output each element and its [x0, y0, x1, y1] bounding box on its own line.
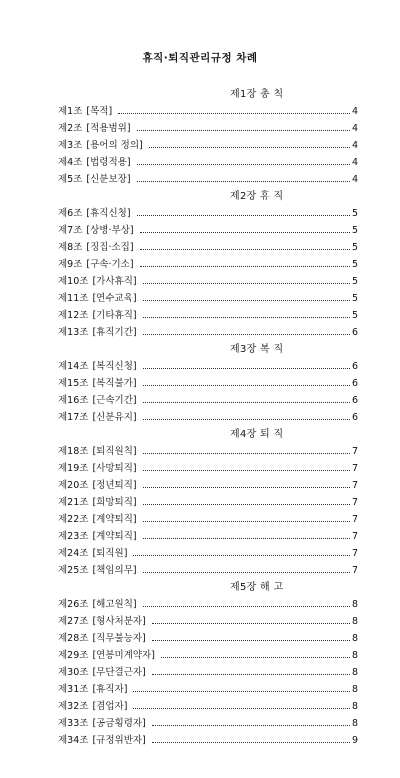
page-number: 5	[351, 293, 358, 304]
dot-leader	[137, 181, 350, 182]
dot-leader	[143, 283, 350, 284]
dot-leader	[143, 470, 350, 471]
article-title: [계약퇴직]	[92, 531, 137, 542]
article-number: 제30조	[58, 667, 89, 678]
dot-leader	[133, 555, 350, 556]
page-number: 5	[351, 242, 358, 253]
article-title: [구속·기소]	[86, 259, 134, 270]
article-number: 제2조	[58, 123, 83, 134]
page-number: 7	[351, 497, 358, 508]
dot-leader	[143, 368, 350, 369]
article-title: [복직신청]	[92, 361, 137, 372]
dot-leader	[143, 538, 350, 539]
article-title: [직무불능자]	[92, 633, 146, 644]
article-title: [사망퇴직]	[92, 463, 137, 474]
article-number: 제7조	[58, 225, 83, 236]
article-number: 제17조	[58, 412, 89, 423]
toc-entry[interactable]	[58, 120, 358, 137]
article-number: 제6조	[58, 208, 83, 219]
article-title: [용어의 정의]	[86, 140, 143, 151]
dot-leader	[143, 606, 350, 607]
article-title: [가사휴직]	[92, 276, 137, 287]
article-number: 제15조	[58, 378, 89, 389]
article-number: 제13조	[58, 327, 89, 338]
article-number: 제14조	[58, 361, 89, 372]
chapter-heading: 제1장 총 칙	[230, 89, 284, 100]
article-number: 제32조	[58, 701, 89, 712]
dot-leader	[143, 334, 350, 335]
toc-entry[interactable]	[58, 205, 358, 222]
toc-entry[interactable]	[58, 222, 358, 239]
page-number: 8	[351, 599, 358, 610]
article-number: 제20조	[58, 480, 89, 491]
toc-entry[interactable]	[58, 732, 358, 749]
toc-entry[interactable]	[58, 392, 358, 409]
document-title: 휴직·퇴직관리규정 차례	[142, 52, 258, 64]
article-number: 제9조	[58, 259, 83, 270]
dot-leader	[118, 113, 350, 114]
article-title: [징집·소집]	[86, 242, 134, 253]
article-title: [휴직기간]	[92, 327, 137, 338]
page-number: 5	[351, 310, 358, 321]
page-number: 5	[351, 208, 358, 219]
article-title: [기타휴직]	[92, 310, 137, 321]
chapter-heading: 제2장 휴 직	[230, 191, 284, 202]
dot-leader	[143, 504, 350, 505]
article-number: 제29조	[58, 650, 89, 661]
page-number: 8	[351, 633, 358, 644]
page-number: 6	[351, 378, 358, 389]
dot-leader	[133, 708, 350, 709]
dot-leader	[143, 402, 350, 403]
article-title: [희망퇴직]	[92, 497, 137, 508]
toc-entry[interactable]	[58, 358, 358, 375]
page-number: 8	[351, 701, 358, 712]
dot-leader	[143, 300, 350, 301]
page-number: 8	[351, 650, 358, 661]
article-title: [휴직자]	[92, 684, 128, 695]
article-number: 제3조	[58, 140, 83, 151]
article-title: [근속기간]	[92, 395, 137, 406]
article-title: [규정위반자]	[92, 735, 146, 746]
article-title: [연수교육]	[92, 293, 137, 304]
toc-entry[interactable]	[58, 273, 358, 290]
table-of-contents	[58, 86, 358, 749]
dot-leader	[143, 385, 350, 386]
article-title: [계약퇴직]	[92, 514, 137, 525]
article-title: [신분보장]	[86, 174, 131, 185]
dot-leader	[152, 640, 350, 641]
article-title: [상병·부상]	[86, 225, 134, 236]
article-title: [적용범위]	[86, 123, 131, 134]
toc-entry[interactable]	[58, 596, 358, 613]
dot-leader	[149, 147, 350, 148]
toc-entry[interactable]	[58, 494, 358, 511]
article-number: 제16조	[58, 395, 89, 406]
article-number: 제26조	[58, 599, 89, 610]
article-number: 제1조	[58, 106, 83, 117]
toc-entry[interactable]	[58, 256, 358, 273]
page-number: 4	[351, 157, 358, 168]
page-number: 6	[351, 412, 358, 423]
article-title: [법령적용]	[86, 157, 131, 168]
toc-entry[interactable]	[58, 154, 358, 171]
article-title: [퇴직원]	[92, 548, 128, 559]
toc-entry[interactable]	[58, 460, 358, 477]
chapter-heading: 제5장 해 고	[230, 582, 284, 593]
dot-leader	[133, 691, 350, 692]
dot-leader	[140, 249, 350, 250]
page-number: 9	[351, 735, 358, 746]
article-number: 제33조	[58, 718, 89, 729]
article-title: [겸업자]	[92, 701, 128, 712]
page-number: 7	[351, 548, 358, 559]
dot-leader	[152, 725, 350, 726]
article-number: 제22조	[58, 514, 89, 525]
toc-entry[interactable]	[58, 698, 358, 715]
chapter-heading: 제3장 복 직	[230, 344, 284, 355]
article-number: 제23조	[58, 531, 89, 542]
toc-entry[interactable]	[58, 375, 358, 392]
dot-leader	[137, 164, 350, 165]
dot-leader	[152, 623, 350, 624]
dot-leader	[140, 232, 350, 233]
page-number: 5	[351, 276, 358, 287]
page-number: 7	[351, 514, 358, 525]
article-title: [공금횡령자]	[92, 718, 146, 729]
article-title: [연봉미계약자]	[92, 650, 155, 661]
dot-leader	[161, 657, 350, 658]
page-number: 5	[351, 225, 358, 236]
toc-entry[interactable]	[58, 647, 358, 664]
article-title: [휴직신청]	[86, 208, 131, 219]
page-number: 5	[351, 259, 358, 270]
article-number: 제27조	[58, 616, 89, 627]
page-number: 8	[351, 718, 358, 729]
article-title: [해고원칙]	[92, 599, 137, 610]
dot-leader	[152, 742, 350, 743]
dot-leader	[143, 317, 350, 318]
page-number: 4	[351, 174, 358, 185]
dot-leader	[137, 130, 350, 131]
page-number: 7	[351, 446, 358, 457]
article-number: 제4조	[58, 157, 83, 168]
toc-entry[interactable]	[58, 239, 358, 256]
dot-leader	[143, 453, 350, 454]
page-number: 7	[351, 531, 358, 542]
toc-entry[interactable]	[58, 324, 358, 341]
page-number: 8	[351, 684, 358, 695]
article-number: 제25조	[58, 565, 89, 576]
dot-leader	[140, 266, 350, 267]
page-number: 7	[351, 480, 358, 491]
article-number: 제11조	[58, 293, 89, 304]
toc-entry[interactable]	[58, 103, 358, 120]
dot-leader	[143, 572, 350, 573]
toc-entry[interactable]	[58, 562, 358, 579]
toc-entry[interactable]	[58, 681, 358, 698]
page-number: 8	[351, 667, 358, 678]
article-title: [목적]	[86, 106, 113, 117]
toc-entry[interactable]	[58, 409, 358, 426]
article-title: [형사처분자]	[92, 616, 146, 627]
toc-entry[interactable]	[58, 477, 358, 494]
article-number: 제8조	[58, 242, 83, 253]
page-number: 7	[351, 463, 358, 474]
page-number: 6	[351, 361, 358, 372]
toc-entry[interactable]	[58, 545, 358, 562]
page-number: 4	[351, 106, 358, 117]
toc-entry[interactable]	[58, 443, 358, 460]
article-title: [신분유지]	[92, 412, 137, 423]
chapter-heading: 제4장 퇴 직	[230, 429, 284, 440]
dot-leader	[143, 419, 350, 420]
article-number: 제21조	[58, 497, 89, 508]
article-number: 제12조	[58, 310, 89, 321]
article-number: 제24조	[58, 548, 89, 559]
article-number: 제34조	[58, 735, 89, 746]
article-title: [무단결근자]	[92, 667, 146, 678]
dot-leader	[137, 215, 350, 216]
article-number: 제31조	[58, 684, 89, 695]
dot-leader	[152, 674, 350, 675]
toc-entry[interactable]	[58, 715, 358, 732]
toc-entry[interactable]	[58, 630, 358, 647]
dot-leader	[143, 521, 350, 522]
toc-entry[interactable]	[58, 613, 358, 630]
article-number: 제5조	[58, 174, 83, 185]
article-title: [책임의무]	[92, 565, 137, 576]
article-number: 제10조	[58, 276, 89, 287]
toc-entry[interactable]	[58, 664, 358, 681]
toc-entry[interactable]	[58, 137, 358, 154]
toc-entry[interactable]	[58, 528, 358, 545]
article-title: [퇴직원칙]	[92, 446, 137, 457]
toc-entry[interactable]	[58, 511, 358, 528]
article-number: 제28조	[58, 633, 89, 644]
page-number: 6	[351, 327, 358, 338]
article-title: [정년퇴직]	[92, 480, 137, 491]
article-number: 제18조	[58, 446, 89, 457]
page-number: 6	[351, 395, 358, 406]
page-number: 4	[351, 140, 358, 151]
page-number: 4	[351, 123, 358, 134]
article-number: 제19조	[58, 463, 89, 474]
page-number: 8	[351, 616, 358, 627]
dot-leader	[143, 487, 350, 488]
toc-entry[interactable]	[58, 171, 358, 188]
toc-entry[interactable]	[58, 290, 358, 307]
toc-entry[interactable]	[58, 307, 358, 324]
page-number: 7	[351, 565, 358, 576]
article-title: [복직불가]	[92, 378, 137, 389]
